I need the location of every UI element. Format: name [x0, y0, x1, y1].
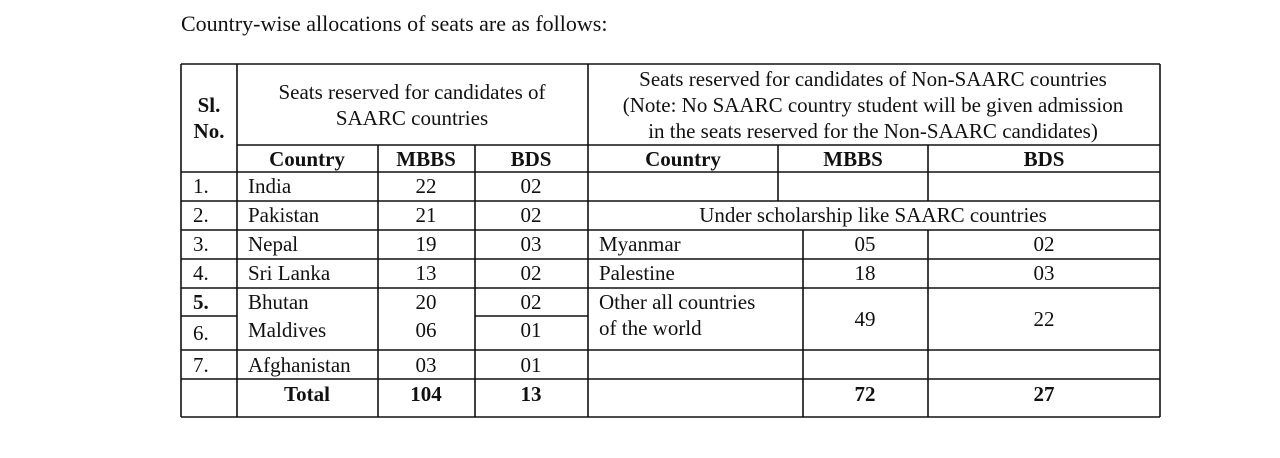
row-4-bds: 02 [520, 261, 542, 285]
row-5-bds: 02 [520, 290, 542, 314]
total-nonsaarc-bds: 27 [1033, 382, 1055, 406]
nonsaarc-row-1-bds: 02 [1033, 232, 1055, 256]
total-saarc-bds: 13 [520, 382, 542, 406]
saarc-header-line2: SAARC countries [335, 106, 489, 130]
row-5-mbbs: 20 [415, 290, 437, 314]
nonsaarc-row-2-mbbs: 18 [854, 261, 876, 285]
row-2-country: Pakistan [248, 203, 320, 227]
nonsaarc-bds-header: BDS [1023, 147, 1065, 171]
nonsaarc-header-line2: (Note: No SAARC country student will be given admission [622, 93, 1124, 117]
row-1-bds: 02 [520, 174, 542, 198]
nonsaarc-header-line1: Seats reserved for candidates of Non-SAARC countries [639, 67, 1107, 91]
row-3-country: Nepal [248, 232, 299, 256]
row-1-country: India [248, 174, 292, 198]
row-6-sl: 6. [193, 321, 209, 345]
nonsaarc-row-2-country: Palestine [599, 261, 675, 285]
row-7-country: Afghanistan [248, 353, 351, 377]
saarc-mbbs-header: MBBS [396, 147, 456, 171]
row-6-mbbs: 06 [415, 318, 437, 342]
saarc-bds-header: BDS [510, 147, 552, 171]
nonsaarc-other-mbbs: 49 [854, 307, 876, 331]
row-7-sl: 7. [193, 353, 209, 377]
row-2-bds: 02 [520, 203, 542, 227]
saarc-country-header: Country [269, 147, 345, 171]
row-3-mbbs: 19 [415, 232, 437, 256]
intro-text: Country-wise allocations of seats are as follows: [181, 11, 608, 36]
nonsaarc-country-header: Country [645, 147, 721, 171]
row-1-mbbs: 22 [415, 174, 437, 198]
nonsaarc-header-line3: in the seats reserved for the Non-SAARC candidates) [648, 119, 1098, 143]
row-5-country: Bhutan [248, 290, 309, 314]
row-3-sl: 3. [193, 232, 209, 256]
nonsaarc-other-bds: 22 [1033, 307, 1055, 331]
row-4-sl: 4. [193, 261, 209, 285]
nonsaarc-row-2-bds: 03 [1033, 261, 1055, 285]
row-4-country: Sri Lanka [248, 261, 331, 285]
row-2-sl: 2. [193, 203, 209, 227]
row-7-mbbs: 03 [415, 353, 437, 377]
row-4-mbbs: 13 [415, 261, 437, 285]
nonsaarc-mbbs-header: MBBS [823, 147, 883, 171]
nonsaarc-other-line1: Other all countries [599, 290, 756, 314]
total-label: Total [284, 382, 330, 406]
row-2-mbbs: 21 [415, 203, 437, 227]
total-saarc-mbbs: 104 [410, 382, 442, 406]
row-3-bds: 03 [520, 232, 542, 256]
row-6-country: Maldives [248, 318, 327, 342]
row-1-sl: 1. [193, 174, 209, 198]
row-7-bds: 01 [520, 353, 542, 377]
nonsaarc-row-1-mbbs: 05 [854, 232, 876, 256]
nonsaarc-other-line2: of the world [599, 316, 702, 340]
row-5-sl: 5. [193, 290, 209, 314]
sl-no-header-line2: No. [193, 119, 225, 143]
saarc-header-line1: Seats reserved for candidates of [278, 80, 546, 104]
row-6-bds: 01 [520, 318, 542, 342]
total-nonsaarc-mbbs: 72 [854, 382, 876, 406]
nonsaarc-row-1-country: Myanmar [599, 232, 681, 256]
sl-no-header-line1: Sl. [197, 93, 221, 117]
scholarship-note: Under scholarship like SAARC countries [699, 203, 1047, 227]
